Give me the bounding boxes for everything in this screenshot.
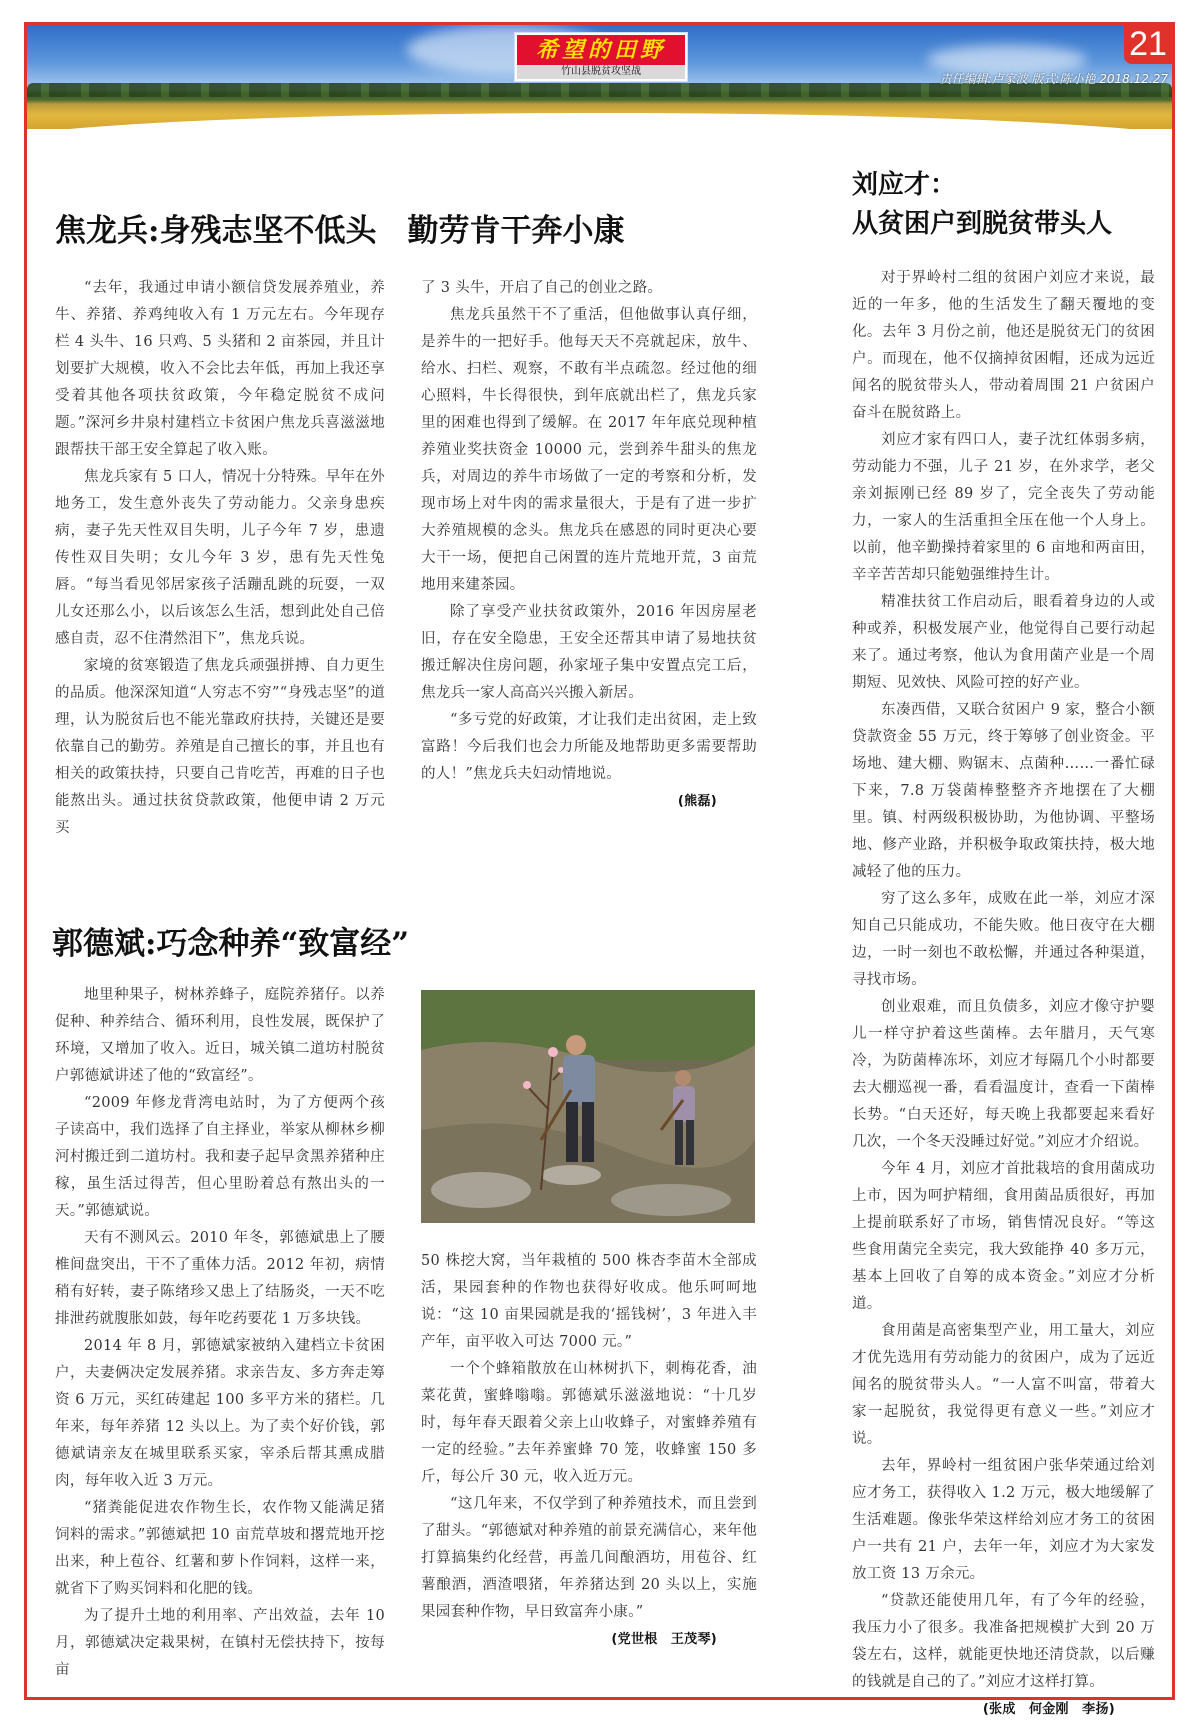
- article1-column-1: [55, 275, 385, 842]
- article2-column-2: [421, 1248, 757, 1653]
- farmers-orchard-photo: [421, 990, 755, 1223]
- paragraph: 为了提升土地的利用率、产出效益，去年 10 月，郭德斌决定栽果树，在镇村无偿扶持下，按每亩: [55, 1608, 385, 1678]
- paragraph: “2009 年修龙背湾电站时，为了方便两个孩子读高中，我们选择了自主择业，举家从柳林乡柳河村搬迁到二道坊村。我和妻子起早贪黑养猪种庄稼，虽生活过得苦，但心里盼着总有熬出头的一天。”郭德斌说。: [55, 1095, 385, 1219]
- paragraph: 焦龙兵虽然干不了重活，但他做事认真仔细，是养牛的一把好手。他每天天不亮就起床，放牛、给水、扫栏、观察，不敢有半点疏忽。经过他的细心照料，牛长得很快，到年底就出栏了，焦龙兵家里的困难也得到了缓解。在 2017 年年底兑现种植养殖业奖扶资金 10000 元，尝到养牛甜头的焦龙兵，对周边的养牛市场做了一定的考察和分析，发现市场上对牛肉的需求量很大，于是有了进一步扩大养殖规模的念头。焦龙兵在感恩的同时更决心要大干一场，便把自己闲置的连片荒地开荒，3 亩荒地用来建茶园。: [421, 307, 757, 593]
- article3-column: [852, 265, 1155, 1723]
- article1-byline: (熊磊): [677, 794, 717, 809]
- paragraph: 今年 4 月，刘应才首批栽培的食用菌成功上市，因为呵护精细，食用菌品质很好，再加上提前联系好了市场，销售情况良好。“等这些食用菌完全卖完，我大致能挣 40 多万元，基本上回收了自筹的成本资金。”刘应才分析道。: [852, 1161, 1155, 1312]
- section-title: 希望的田野: [517, 35, 685, 65]
- paragraph: 刘应才家有四口人，妻子沈红体弱多病，劳动能力不强，儿子 21 岁，在外求学，老父亲刘振刚已经 89 岁了，完全丧失了劳动能力，一家人的生活重担全压在他一个人身上。以前，他辛勤操持着家里的 6 亩地和两亩田，辛辛苦苦却只能勉强维持生计。: [852, 432, 1155, 583]
- banner-curve: [27, 113, 1172, 129]
- article2-column-1: [55, 982, 385, 1684]
- article3-title-line2: 从贫困户到脱贫带头人: [852, 209, 1113, 239]
- article1-column-2: [421, 275, 757, 815]
- paragraph: 50 株挖大窝，当年栽植的 500 株杏李苗木全部成活，果园套种的作物也获得好收成。他乐呵呵地说：“这 10 亩果园就是我的‘摇钱树’，3 年进入丰产年，亩平收入可达 7000 元。”: [421, 1253, 757, 1350]
- section-logo: [514, 32, 688, 82]
- paragraph: 焦龙兵家有 5 口人，情况十分特殊。早年在外地务工，发生意外丧失了劳动能力。父亲身患疾病，妻子先天性双目失明，儿子今年 7 岁，患遗传性双目失明；女儿今年 3 岁，患有先天性兔唇。“每当看见邻居家孩子活蹦乱跳的玩耍，一双儿女还那么小，以后该怎么生活，想到此处自己倍感自责，忍不住潸然泪下”，焦龙兵说。: [55, 469, 385, 647]
- section-subtitle: 竹山县脱贫攻坚战: [517, 65, 685, 79]
- paragraph: “多亏党的好政策，才让我们走出贫困，走上致富路！今后我们也会力所能及地帮助更多需要帮助的人！”焦龙兵夫妇动情地说。: [421, 712, 757, 782]
- paragraph: 2014 年 8 月，郭德斌家被纳入建档立卡贫困户，夫妻俩决定发展养猪。求亲告友、多方奔走筹资 6 万元，买红砖建起 100 多平方米的猪栏。几年来，每年养猪 12 头以上。为了卖个好价钱，郭德斌请亲友在城里联系买家，宰杀后帮其熏成腊肉，每年收入近 3 万元。: [55, 1338, 385, 1489]
- paragraph: “去年，我通过申请小额信贷发展养殖业，养牛、养猪、养鸡纯收入有 1 万元左右。今年现存栏 4 头牛、16 只鸡、5 头猪和 2 亩茶园，并且计划要扩大规模，收入不会比去年低，再加上我还享受着其他各项扶贫政策，今年稳定脱贫不成问题。”深河乡井泉村建档立卡贫困户焦龙兵喜滋滋地跟帮扶干部王安全算起了收入账。: [55, 280, 385, 458]
- paragraph: 创业艰难，而且负债多，刘应才像守护婴儿一样守护着这些菌棒。去年腊月，天气寒冷，为防菌棒冻坏，刘应才每隔几个小时都要去大棚巡视一番，看看温度计，查看一下菌棒长势。“白天还好，每天晚上我都要起来看好几次，一个冬天没睡过好觉。”刘应才介绍说。: [852, 999, 1155, 1150]
- paragraph: 东凑西借，又联合贫困户 9 家，整合小额贷款资金 55 万元，终于筹够了创业资金。平场地、建大棚、购锯末、点菌种……一番忙碌下来，7.8 万袋菌棒整整齐齐地摆在了大棚里。镇、村两级积极协助，为他协调、平整场地、修产业路，并积极争取政策扶持，极大地减轻了他的压力。: [852, 702, 1155, 880]
- paragraph: 精准扶贫工作启动后，眼看着身边的人或种或养，积极发展产业，他觉得自己要行动起来了。通过考察，他认为食用菌产业是一个周期短、见效快、风险可控的好产业。: [852, 594, 1155, 691]
- paragraph: 穷了这么多年，成败在此一举，刘应才深知自己只能成功，不能失败。他日夜守在大棚边，一时一刻也不敢松懈，并通过各种渠道，寻找市场。: [852, 891, 1155, 988]
- article2-byline: (党世根 王茂琴): [611, 1632, 717, 1647]
- article2-photo: [421, 990, 755, 1223]
- page-number: 21: [1124, 24, 1172, 64]
- paragraph: 除了享受产业扶贫政策外，2016 年因房屋老旧，存在安全隐患，王安全还帮其申请了易地扶贫搬迁解决住房问题，孙家垭子集中安置点完工后，焦龙兵一家人高高兴兴搬入新居。: [421, 604, 757, 701]
- paragraph: “这几年来，不仅学到了种养殖技术，而且尝到了甜头。“郭德斌对种养殖的前景充满信心，来年他打算搞集约化经营，再盖几间酿酒坊，用苞谷、红薯酿酒，酒渣喂猪，年养猪达到 20 头以上，实施果园套种作物，早日致富奔小康。”: [421, 1496, 757, 1620]
- paragraph: 天有不测风云。2010 年冬，郭德斌患上了腰椎间盘突出，干不了重体力活。2012 年初，病情稍有好转，妻子陈绪珍又患上了结肠炎，一天不吃排泄药就腹胀如鼓，每年吃药要花 1 万多块钱。: [55, 1230, 385, 1327]
- paragraph: “猪粪能促进农作物生长，农作物又能满足猪饲料的需求。”郭德斌把 10 亩荒草坡和撂荒地开挖出来，种上苞谷、红薯和萝卜作饲料，这样一来，就省下了购买饲料和化肥的钱。: [55, 1500, 385, 1597]
- article1-title: 焦龙兵:身残志坚不低头 勤劳肯干奔小康: [55, 213, 625, 249]
- paragraph: 一个个蜂箱散放在山林树扒下，刺梅花香，油菜花黄，蜜蜂嗡嗡。郭德斌乐滋滋地说：“十几岁时，每年春天跟着父亲上山收蜂子，对蜜蜂养殖有一定的经验。”去年养蜜蜂 70 笼，收蜂蜜 150 多斤，每公斤 30 元，收入近万元。: [421, 1361, 757, 1485]
- paragraph: 食用菌是高密集型产业，用工量大，刘应才优先选用有劳动能力的贫困户，成为了远近闻名的脱贫带头人。“一人富不叫富，带着大家一起脱贫，我觉得更有意义一些。”刘应才说。: [852, 1323, 1155, 1447]
- paragraph: 对于界岭村二组的贫困户刘应才来说，最近的一年多，他的生活发生了翻天覆地的变化。去年 3 月份之前，他还是脱贫无门的贫困户。而现在，他不仅摘掉贫困帽，还成为远近闻名的脱贫带头人，带动着周围 21 户贫困户奋斗在脱贫路上。: [852, 270, 1155, 421]
- paragraph: 地里种果子，树林养蜂子，庭院养猪仔。以养促种、种养结合、循环利用，良性发展，既保护了环境，又增加了收入。近日，城关镇二道坊村脱贫户郭德斌讲述了他的“致富经”。: [55, 987, 385, 1084]
- article2-title: 郭德斌:巧念种养“致富经”: [52, 926, 410, 962]
- paragraph: 家境的贫寒锻造了焦龙兵顽强拼搏、自力更生的品质。他深深知道“人穷志不穷”“身残志坚”的道理，认为脱贫后也不能光靠政府扶持，关键还是要依靠自己的勤劳。养殖是自己擅长的事，并且也有相关的政策扶持，只要自己肯吃苦，再难的日子也能熬出头。通过扶贫贷款政策，他便申请 2 万元买: [55, 658, 385, 836]
- paragraph: 了 3 头牛，开启了自己的创业之路。: [421, 280, 663, 296]
- editor-line: 责任编辑:卢家波 版式:陈小艳 2018.12.27: [939, 72, 1168, 86]
- article3-title-line1: 刘应才：: [852, 170, 957, 200]
- paragraph: 去年，界岭村一组贫困户张华荣通过给刘应才务工，获得收入 1.2 万元，极大地缓解了生活难题。像张华荣这样给刘应才务工的贫困户一共有 21 户，去年一年，刘应才为大家发放工资 13 万余元。: [852, 1458, 1155, 1582]
- article3-byline: (张成 何金刚 李扬): [982, 1702, 1115, 1717]
- paragraph: “贷款还能使用几年，有了今年的经验，我压力小了很多。我准备把规模扩大到 20 万袋左右，这样，就能更快地还清贷款，以后赚的钱就是自己的了。”刘应才这样打算。: [852, 1593, 1155, 1690]
